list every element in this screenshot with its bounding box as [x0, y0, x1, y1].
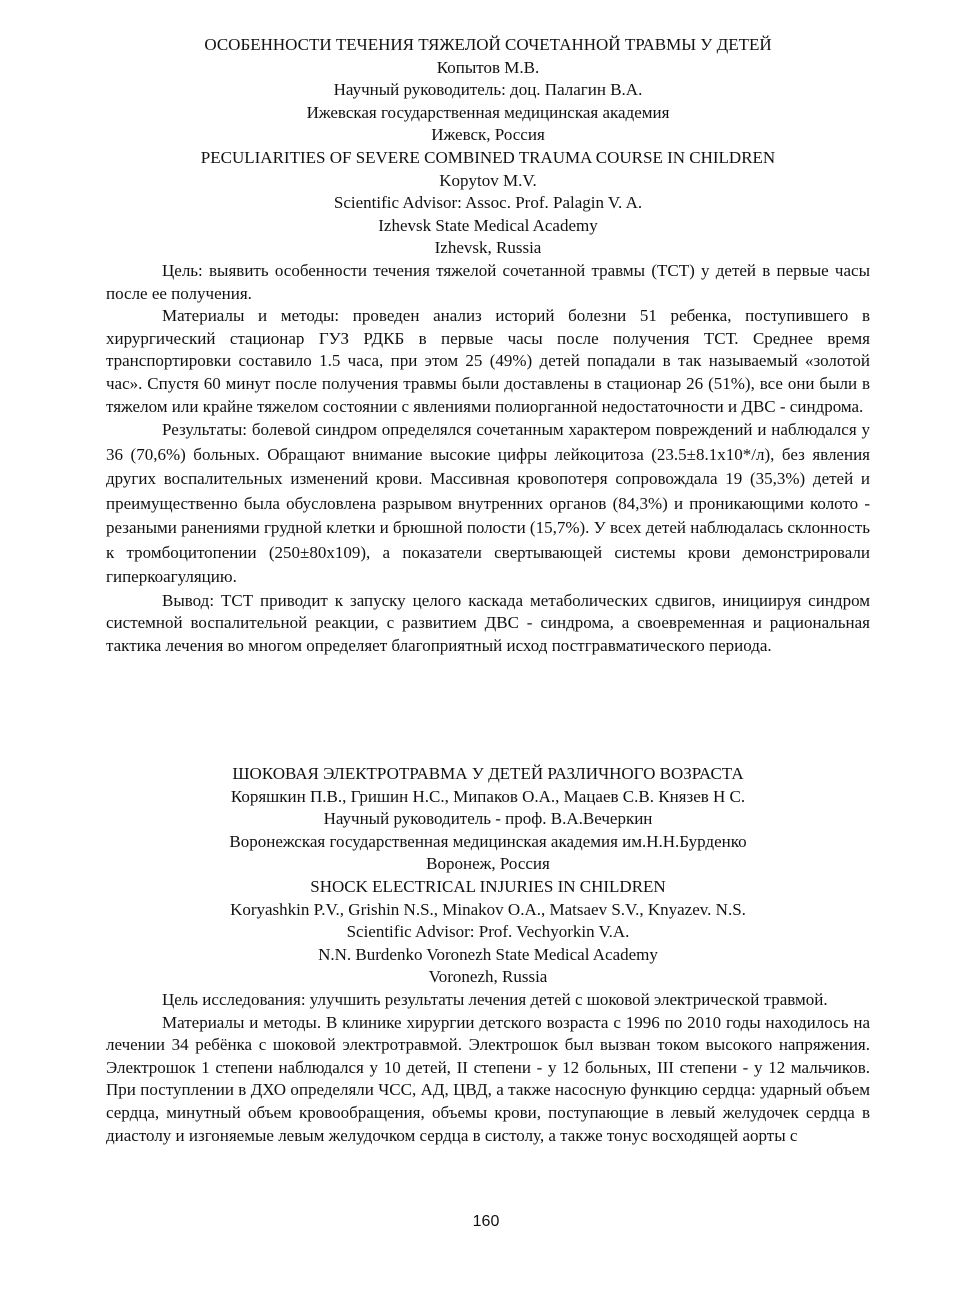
city-ru: Ижевск, Россия	[431, 125, 545, 145]
institution-ru: Воронежская государственная медицинская академия им.Н.Н.Бурденко	[229, 831, 747, 851]
author-en: Kopytov M.V.	[439, 170, 537, 190]
advisor-en: Scientific Advisor: Assoc. Prof. Palagin V. A.	[333, 193, 643, 213]
abstract-shock-electrical-injuries	[106, 763, 870, 1147]
institution-en: Izhevsk State Medical Academy	[378, 215, 598, 235]
page-number: 160	[472, 1213, 500, 1230]
title-ru: ШОКОВАЯ ЭЛЕКТРОТРАВМА У ДЕТЕЙ РАЗЛИЧНОГО ВОЗРАСТА	[232, 764, 744, 783]
methods-paragraph: Материалы и методы: проведен анализ историй болезни 51 ребенка, поступившего в хирургический стационар ГУЗ РДКБ в первые часы после получения ТСТ. Среднее время транспортировки составило 1.5 часа, при этом 25 (49%) детей попадали в так называемый «золотой час». Спустя 60 минут после получения травмы были доставлены в стационар 26 (51%), все они были в тяжелом или крайне тяжелом состоянии с явлениями полиорганной недостаточности и ДВС - синдрома.	[106, 306, 870, 416]
results-paragraph: Результаты: болевой синдром определялся сочетанным характером повреждений и наблюдался у 36 (70,6%) больных. Обращают внимание высокие цифры лейкоцитоза (23.5±8.1х10*/л), без явления других воспалительных изменений крови. Массивная кровопотеря сопровождала 19 (35,3%) детей и преимущественно была обусловлена разрывом внутренних органов (84,3%) и проникающими колото - резаными ранениями грудной клетки и брюшной полости (15,7%). У всех детей наблюдалась склонность к тромбоцитопении (250±80х109), а показатели свертывающей системы крови демонстрировали гиперкоагуляцию.	[106, 420, 870, 587]
goal-paragraph: Цель исследования: улучшить результаты лечения детей с шоковой электрической травмой.	[162, 989, 828, 1009]
authors-ru: Коряшкин П.В., Гришин Н.С., Мипаков О.А., Мацаев С.В. Князев Н С.	[230, 786, 746, 806]
institution-en: N.N. Burdenko Voronezh State Medical Academy	[318, 944, 658, 964]
title-en: PECULIARITIES OF SEVERE COMBINED TRAUMA COURSE IN CHILDREN	[200, 147, 776, 167]
city-en: Izhevsk, Russia	[434, 238, 542, 258]
author-ru: Копытов М.В.	[436, 57, 540, 77]
title-ru: ОСОБЕННОСТИ ТЕЧЕНИЯ ТЯЖЕЛОЙ СОЧЕТАННОЙ ТРАВМЫ У ДЕТЕЙ	[204, 35, 772, 54]
city-en: Voronezh, Russia	[428, 967, 548, 987]
advisor-ru: Научный руководитель: доц. Палагин В.А.	[333, 80, 643, 100]
city-ru: Воронеж, Россия	[426, 854, 550, 874]
advisor-ru: Научный руководитель - проф. В.А.Вечеркин	[323, 809, 653, 829]
authors-en: Koryashkin P.V., Grishin N.S., Minakov O.A., Matsaev S.V., Knyazev. N.S.	[230, 899, 746, 919]
goal-paragraph: Цель: выявить особенности течения тяжелой сочетанной травмы (ТСТ) у детей в первые часы после ее получения.	[106, 260, 870, 303]
institution-ru: Ижевская государственная медицинская академия	[306, 102, 670, 122]
advisor-en: Scientific Advisor: Prof. Vechyorkin V.A.	[346, 922, 630, 942]
methods-paragraph: Материалы и методы. В клинике хирургии детского возраста с 1996 по 2010 годы находилось на лечении 34 ребёнка с шоковой электротравмой. Электрошок был вызван током высокого напряжения. Электрошок 1 степени наблюдался у 10 детей, II степени - у 12 больных, III степени - у 12 мальчиков. При поступлении в ДХО определяли ЧСС, АД, ЦВД, а также насосную функцию сердца: ударный объем сердца, минутный объем кровообращения, объемы крови, поступающие в левый желудочек сердца в диастолу и изгоняемые левым желудочком сердца в систолу, а также тонус восходящей аорты с	[106, 1012, 870, 1145]
conclusion-paragraph: Вывод: ТСТ приводит к запуску целого каскада метаболических сдвигов, инициируя синдром системной воспалительной реакции, с развитием ДВС - синдрома, а своевременная и рациональная тактика лечения во многом определяет благоприятный исход постгравматического периода.	[106, 590, 870, 655]
title-en: SHOCK ELECTRICAL INJURIES IN CHILDREN	[310, 876, 666, 896]
abstract-severe-combined-trauma	[106, 34, 870, 657]
